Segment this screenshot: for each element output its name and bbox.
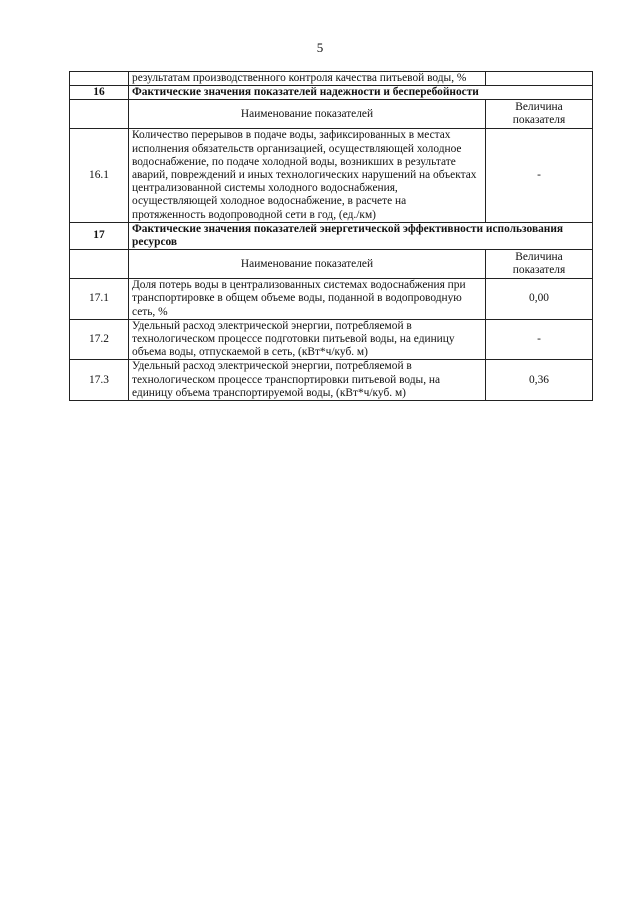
continuation-value bbox=[486, 72, 593, 86]
continuation-number-cell bbox=[70, 72, 129, 86]
column-header-row bbox=[70, 250, 593, 279]
indicators-table bbox=[69, 71, 593, 401]
row-value: - bbox=[486, 129, 593, 222]
section-title: Фактические значения показателей энергетической эффективности использования ресурсов bbox=[129, 222, 593, 249]
row-name: Удельный расход электрической энергии, потребляемой в технологическом процессе подготовки питьевой воды, на единицу объема воды, отпускаемой в сеть, (кВт*ч/куб. м) bbox=[129, 319, 486, 360]
header-name: Наименование показателей bbox=[129, 250, 486, 279]
table-row bbox=[70, 129, 593, 222]
table-row bbox=[70, 360, 593, 401]
row-name: Удельный расход электрической энергии, потребляемой в технологическом процессе транспортировки питьевой воды, на единицу объема транспортируемой воды, (кВт*ч/куб. м) bbox=[129, 360, 486, 401]
row-name: Количество перерывов в подаче воды, зафиксированных в местах исполнения обязательств организацией, осуществляющей холодное водоснабжение, по подаче холодной воды, возникших в результате аварий, повреждений и иных технологических нарушений на объектах централизованной системы холодного водоснабжения, осуществляющей холодное водоснабжение, в расчете на протяженность водопроводной сети в год, (ед./км) bbox=[129, 129, 486, 222]
column-header-row bbox=[70, 100, 593, 129]
header-value: Величина показателя bbox=[486, 250, 593, 279]
section-number: 17 bbox=[70, 222, 129, 249]
section-heading-row bbox=[70, 222, 593, 249]
table-row bbox=[70, 319, 593, 360]
header-number-cell bbox=[70, 100, 129, 129]
page-number: 5 bbox=[316, 40, 324, 55]
row-value: 0,00 bbox=[486, 279, 593, 320]
section-heading-row bbox=[70, 86, 593, 100]
row-value: - bbox=[486, 319, 593, 360]
row-value: 0,36 bbox=[486, 360, 593, 401]
header-number-cell bbox=[70, 250, 129, 279]
row-number: 16.1 bbox=[70, 129, 129, 222]
section-title: Фактические значения показателей надежности и бесперебойности bbox=[129, 86, 593, 100]
row-number: 17.3 bbox=[70, 360, 129, 401]
header-value: Величина показателя bbox=[486, 100, 593, 129]
row-number: 17.1 bbox=[70, 279, 129, 320]
continuation-row bbox=[70, 72, 593, 86]
header-name: Наименование показателей bbox=[129, 100, 486, 129]
row-name: Доля потерь воды в централизованных системах водоснабжения при транспортировке в общем объеме воды, поданной в водопроводную сеть, % bbox=[129, 279, 486, 320]
table-row bbox=[70, 279, 593, 320]
row-number: 17.2 bbox=[70, 319, 129, 360]
continuation-text: результатам производственного контроля качества питьевой воды, % bbox=[129, 72, 486, 86]
section-number: 16 bbox=[70, 86, 129, 100]
